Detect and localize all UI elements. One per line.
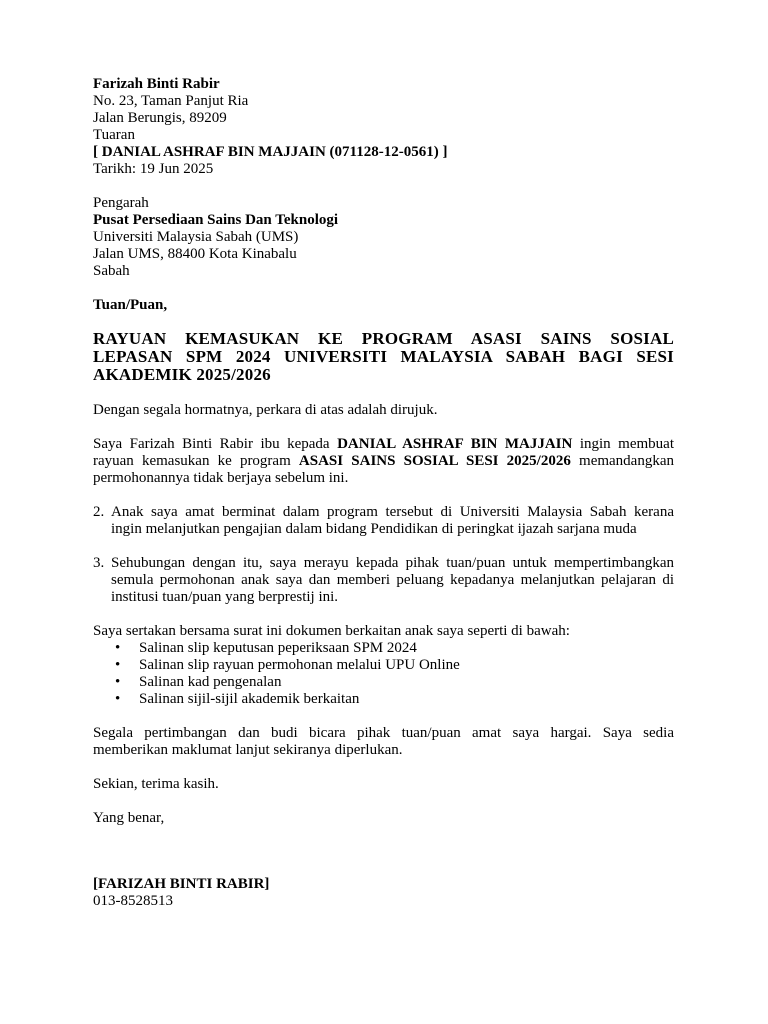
paragraph-1-line-2 (93, 453, 674, 470)
numbered-point-3 (93, 555, 674, 606)
student-name: DANIAL ASHRAF BIN MAJJAIN (337, 436, 573, 452)
sender-address-line-2: Jalan Berungis, 89209 (93, 110, 227, 126)
list-item-text: Salinan kad pengenalan (139, 674, 282, 690)
closing-paragraph (93, 725, 674, 759)
paragraph-1-line-3: permohonannya tidak berjaya sebelum ini. (93, 470, 349, 486)
recipient-title: Pengarah (93, 195, 149, 211)
recipient-block (93, 195, 674, 280)
point-2-line-2: ingin melanjutkan pengajian dalam bidang Pendidikan di peringkat ijazah sarjana muda (111, 521, 637, 537)
paragraph-1-text: Saya Farizah Binti Rabir ibu kepada (93, 436, 338, 452)
sender-block (93, 76, 674, 178)
closing-line-1: Segala pertimbangan dan budi bicara pihak tuan/puan amat saya hargai. Saya sedia (93, 725, 674, 741)
list-item-text: Salinan sijil-sijil akademik berkaitan (139, 691, 360, 707)
numbered-point-2 (93, 504, 674, 538)
subject-line-1: RAYUAN KEMASUKAN KE PROGRAM ASASI SAINS SOSIAL (93, 329, 674, 348)
signature-block (93, 876, 674, 910)
program-name: ASASI SAINS SOSIAL SESI 2025/2026 (298, 453, 571, 469)
subject-line-3: AKADEMIK 2025/2026 (93, 365, 271, 384)
point-3-line-3: institusi tuan/puan yang berprestij ini. (111, 589, 339, 605)
bullet-icon: • (115, 657, 121, 673)
thanks-line: Sekian, terima kasih. (93, 776, 219, 792)
list-item (93, 691, 674, 708)
list-item (93, 640, 674, 657)
closing-line-2: memberikan maklumat lanjut sekiranya diperlukan. (93, 742, 403, 758)
letter-date: Tarikh: 19 Jun 2025 (93, 161, 214, 177)
point-3-line-2: semula permohonan anak saya dan memberi peluang kepadanya melanjutkan pelajaran di (111, 572, 674, 588)
paragraph-1-text: rayuan kemasukan ke program (93, 453, 299, 469)
list-item-text: Salinan slip keputusan peperiksaan SPM 2024 (139, 640, 417, 656)
recipient-address: Jalan UMS, 88400 Kota Kinabalu (93, 246, 297, 262)
salutation: Tuan/Puan, (93, 297, 168, 313)
sign-off: Yang benar, (93, 810, 165, 826)
list-item-text: Salinan slip rayuan permohonan melalui UPU Online (139, 657, 460, 673)
paragraph-1-text: memandangkan (570, 453, 674, 469)
bullet-icon: • (115, 640, 121, 656)
letter-page (93, 76, 674, 910)
point-3-line-1: Sehubungan dengan itu, saya merayu kepada pihak tuan/puan untuk mempertimbangkan (111, 555, 674, 571)
point-number: 3. (93, 555, 105, 571)
point-number: 2. (93, 504, 105, 520)
signatory-name: [FARIZAH BINTI RABIR] (93, 876, 270, 892)
bullet-icon: • (115, 674, 121, 690)
subject-line-2: LEPASAN SPM 2024 UNIVERSITI MALAYSIA SABAH BAGI SESI (93, 347, 674, 366)
list-item (93, 674, 674, 691)
student-reference: [ DANIAL ASHRAF BIN MAJJAIN (071128-12-0561) ] (93, 144, 448, 160)
paragraph-1-text: ingin membuat (572, 436, 674, 452)
recipient-organisation: Pusat Persediaan Sains Dan Teknologi (93, 212, 339, 228)
attachments-list (93, 640, 674, 708)
point-2-line-1: Anak saya amat berminat dalam program tersebut di Universiti Malaysia Sabah kerana (111, 504, 674, 520)
recipient-university: Universiti Malaysia Sabah (UMS) (93, 229, 299, 245)
sender-name: Farizah Binti Rabir (93, 76, 220, 92)
list-item (93, 657, 674, 674)
opening-sentence: Dengan segala hormatnya, perkara di atas adalah dirujuk. (93, 402, 438, 418)
recipient-state: Sabah (93, 263, 130, 279)
bullet-icon: • (115, 691, 121, 707)
attachments-intro: Saya sertakan bersama surat ini dokumen berkaitan anak saya seperti di bawah: (93, 623, 570, 639)
sender-address-line-3: Tuaran (93, 127, 135, 143)
letter-subject (93, 330, 674, 384)
sender-address-line-1: No. 23, Taman Panjut Ria (93, 93, 249, 109)
signatory-phone: 013-8528513 (93, 893, 173, 909)
paragraph-1-line-1 (93, 436, 674, 453)
paragraph-1 (93, 436, 674, 487)
